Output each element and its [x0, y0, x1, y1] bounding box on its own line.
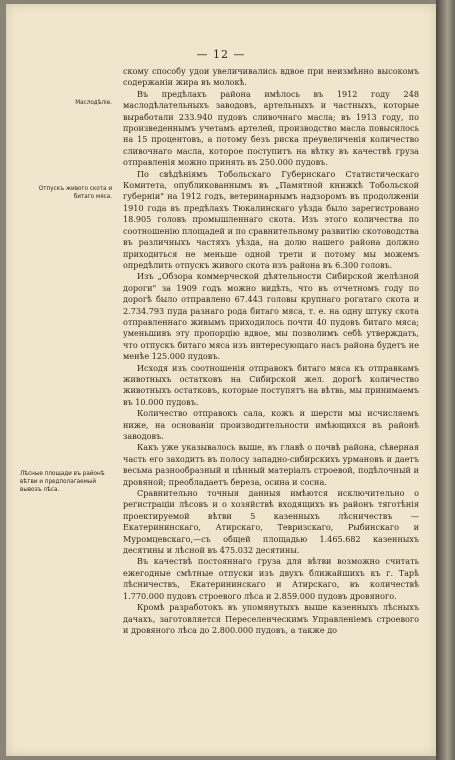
paragraph: Кромѣ разработокъ въ упомянутыхъ выше казенныхъ лѣсныхъ дачахъ, заготовляется Переселенческимъ Управленіемъ строевого и дровяного лѣса до 2.800.000 пудовъ, а также до — [123, 602, 419, 635]
body-text — [123, 66, 419, 636]
paragraph: Сравнительно точныя данныя имѣются исключительно о регистраціи лѣсовъ и о хозяйствѣ входящихъ въ районъ тяготѣнія проектируемой вѣтви 5 казенныхъ лѣсничествъ — Екатерининскаго, Атирскаго, Тевризскаго, Рыбинскаго и Муромцевскаго,—съ общей площадью 1.465.682 казенныхъ десятины и лѣсной въ 475.032 десятины. — [123, 488, 419, 556]
margin-note-butter: Маслодѣліе. — [75, 99, 112, 106]
paragraph: По свѣдѣніямъ Тобольскаго Губернскаго Статистическаго Комитета, опубликованнымъ въ „Памятной книжкѣ Тобольской губерніи" на 1912 годъ, ветеринарнымъ надзоромъ въ продолженіи 1910 года въ предѣлахъ Тюкалинскаго уѣзда было зарегистровано 18.905 головъ промышленнаго скота. Изъ этого количества по соотношенію площадей и по сравнительному развитію скотоводства въ различныхъ частяхъ уѣзда, на долю нашего района должно приходиться не меньше одной трети и потому мы можемъ опредѣлить отпускъ живого скота изъ района въ 6.300 головъ. — [123, 168, 419, 270]
paragraph: Количество отправокъ сала, кожъ и шерсти мы исчисляемъ ниже, на основаніи производительности имѣющихся въ районѣ заводовъ. — [123, 408, 419, 441]
page-number: — 12 — — [196, 48, 246, 61]
margin-note-forest: Лѣсные площади въ районѣ вѣтви и предполагаемый вывозъ лѣса. — [20, 470, 105, 493]
paragraph: Изъ „Обзора коммерческой дѣятельности Сибирской желѣзной дороги" за 1909 годъ можно видѣть, что въ отчетномъ году по дорогѣ было отправлено 67.443 головы крупнаго рогатаго скота и 2.734.793 пуда разнаго рода битаго мяса, т. е. на одну штуку скота отправленнаго живымъ приходилось почти 40 пудовъ битаго мяса; уменьшивъ эту пропорцію вдвое, мы позволимъ себѣ утверждать, что отпускъ битаго мяса изъ интересующаго насъ района будетъ не менѣе 125.000 пудовъ. — [123, 271, 419, 362]
paragraph: скому способу удои увеличивались вдвое при неизмѣнно высокомъ содержаніи жира въ молокѣ. — [123, 66, 419, 88]
paragraph: Въ предѣлахъ района имѣлось въ 1912 году 248 маслодѣлательныхъ заводовъ, артельныхъ и частныхъ, которые выработали 233.940 пудовъ сливочнаго масла; въ 1913 году, по произведеннымъ учетамъ артелей, производство масла повысилось на 15 процентовъ, а потому безъ риска преувеличенія количество сливочнаго масла, которое поступитъ на вѣтку въ качествѣ груза отправленія можно принять въ 250.000 пудовъ. — [123, 88, 419, 168]
margin-note-livestock: Отпускъ живого скота и битаго мяса. — [38, 185, 112, 200]
book-edge — [436, 0, 455, 760]
paragraph: Исходя изъ соотношенія отправокъ битаго мяса къ отправкамъ животныхъ остатковъ на Сибирской жел. дорогѣ количество животныхъ остатковъ, которые поступятъ на вѣтвь, мы принимаемъ въ 10.000 пудовъ. — [123, 362, 419, 407]
paragraph: Какъ уже указывалось выше, въ главѣ о почвѣ района, сѣверная часть его заходитъ въ полосу западно-сибирскихъ урмановъ и даетъ весьма разнообразный и цѣнный матеріалъ строевой, подѣлочный и дровяной; преобладаетъ береза, осина и сосна. — [123, 442, 419, 487]
book-page — [6, 4, 436, 756]
paragraph: Въ качествѣ постояннаго груза для вѣтви возможно считать ежегодные смѣтные отпуски изъ двухъ ближайшихъ къ г. Тарѣ лѣсничествъ, Екатерининскаго и Атирскаго, въ количествѣ 1.770.000 пудовъ строевого лѣса и 2.859.000 пудовъ дровяного. — [123, 556, 419, 601]
